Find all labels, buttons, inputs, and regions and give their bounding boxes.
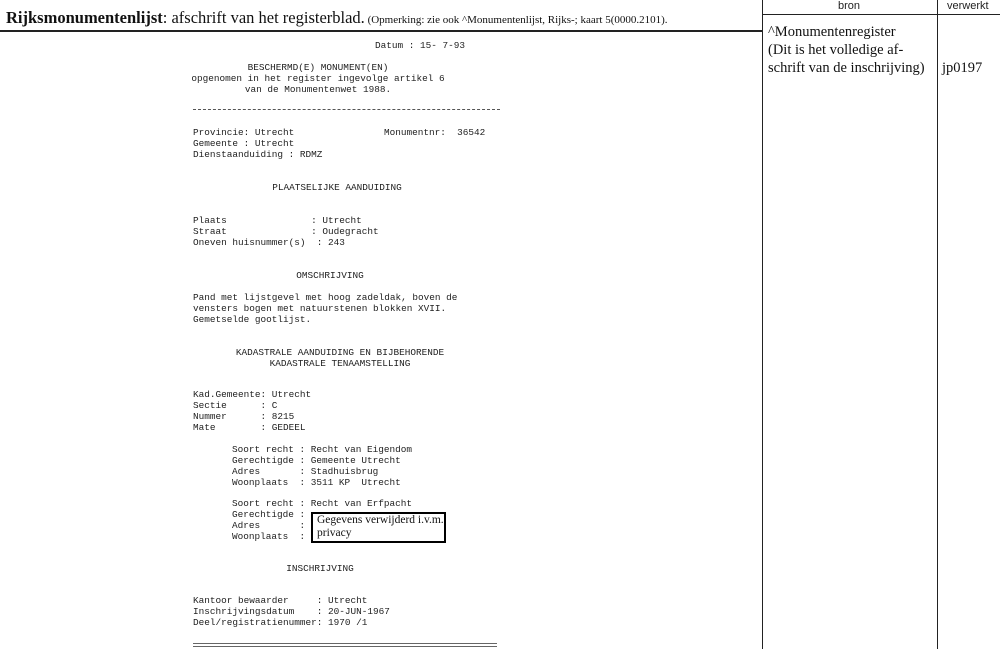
recht-eigendom: Soort recht : Recht van Eigendom Gerechtigde : Gemeente Utrecht Adres : Stadhuisbrug Woonplaats : 3511 KP Utrecht <box>232 444 413 488</box>
recht-erfpacht: Soort recht : Recht van Erfpacht Gerechtigde : Adres : Woonplaats : <box>232 498 413 542</box>
heading-1: BESCHERMD(E) MONUMENT(EN) <box>247 62 389 73</box>
verwerkt-text: jp0197 <box>942 60 983 76</box>
title-rest: : afschrift van het registerblad. <box>162 8 365 27</box>
section-omschrijving: OMSCHRIJVING <box>296 270 364 281</box>
column-header-verwerkt: verwerkt <box>947 0 989 12</box>
page-title <box>6 8 668 28</box>
section-kadastrale-1: KADASTRALE AANDUIDING EN BIJBEHORENDE <box>235 347 445 358</box>
straat: Straat : Oudegracht <box>193 226 379 237</box>
heading-2: opgenomen in het register ingevolge artikel 6 <box>191 73 445 84</box>
privacy-redaction-box: Gegevens verwijderd i.v.m. privacy <box>311 512 446 543</box>
plaats: Plaats : Utrecht <box>193 215 362 226</box>
column-divider <box>762 0 763 649</box>
inschrijving-gegevens: Kantoor bewaarder : Utrecht Inschrijvingsdatum : 20-JUN-1967 Deel/registratienummer: 1970 /1 <box>193 595 390 628</box>
title-bold: Rijksmonumentenlijst <box>6 8 163 27</box>
provincie: Provincie: Utrecht <box>193 127 295 138</box>
double-separator <box>193 643 497 647</box>
title-underline <box>0 30 762 32</box>
section-plaatselijke-aanduiding: PLAATSELIJKE AANDUIDING <box>272 182 402 193</box>
dashed-separator <box>193 109 500 110</box>
title-note: (Opmerking: zie ook ^Monumentenlijst, Rijks-; kaart 5(0000.2101). <box>364 14 668 26</box>
omschrijving-text: Pand met lijstgevel met hoog zadeldak, boven de vensters bogen met natuurstenen blokken XVII. Gemetselde gootlijst. <box>193 292 458 325</box>
gemeente: Gemeente : Utrecht <box>193 138 295 149</box>
huisnummer: Oneven huisnummer(s) : 243 <box>193 237 345 248</box>
heading-3: van de Monumentenwet 1988. <box>244 84 392 95</box>
section-kadastrale-2: KADASTRALE TENAAMSTELLING <box>269 358 411 369</box>
header-row-line <box>762 14 1000 15</box>
column-divider <box>937 0 938 649</box>
datum: Datum : 15- 7-93 <box>374 40 466 51</box>
monumentnr: Monumentnr: 36542 <box>384 127 486 138</box>
section-inschrijving: INSCHRIJVING <box>286 563 354 574</box>
dienstaanduiding: Dienstaanduiding : RDMZ <box>193 149 323 160</box>
bron-text: ^Monumentenregister (Dit is het volledige af- schrift van de inschrijving) <box>768 24 925 76</box>
kadastrale-gegevens: Kad.Gemeente: Utrecht Sectie : C Nummer : 8215 Mate : GEDEEL <box>193 389 312 433</box>
column-header-bron: bron <box>838 0 861 12</box>
